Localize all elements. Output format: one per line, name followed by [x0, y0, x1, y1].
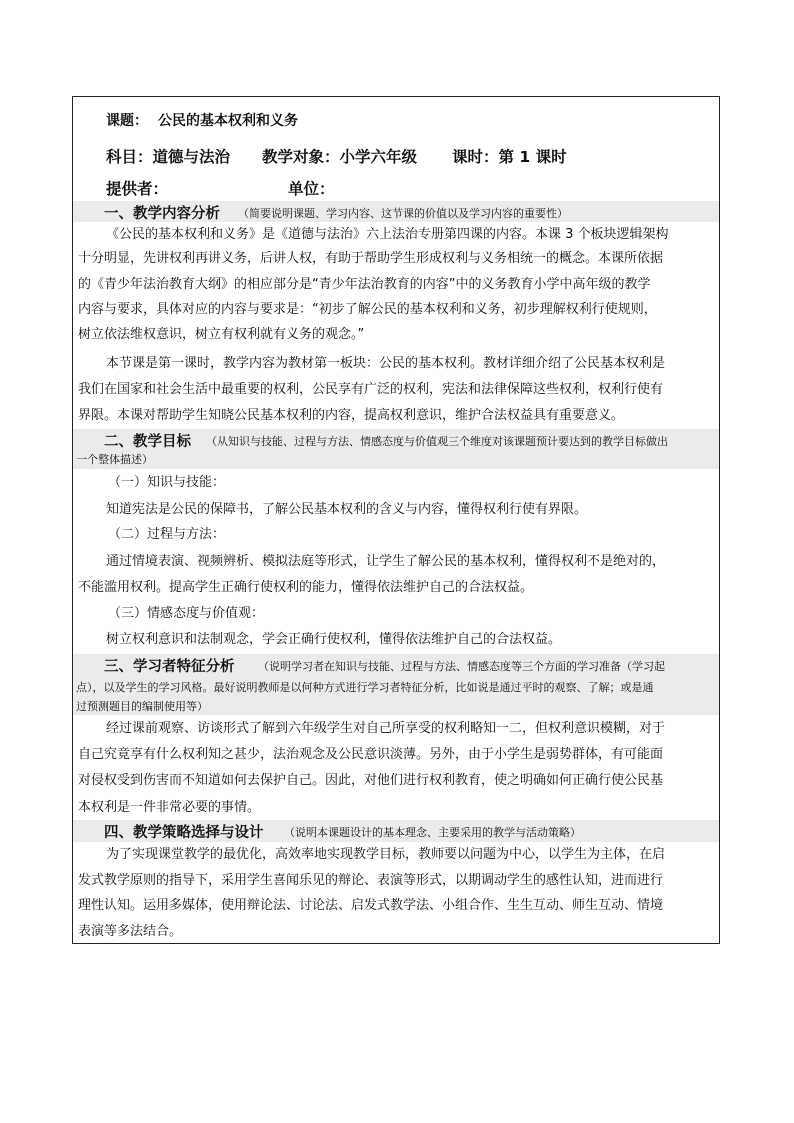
section-2-note-cont: 一个整体描述） — [76, 453, 153, 466]
s1-paragraph-line: 的《青少年法治教育大纲》的相应部分是“青少年法治教育的内容”中的义务教育小学中高年级的教学 — [78, 277, 651, 292]
s1-paragraph-line: 树立依法维权意识，树立有权利就有义务的观念。” — [78, 327, 365, 342]
unit-field: 单位： — [288, 180, 335, 198]
topic-value: 公民的基本权利和义务 — [158, 113, 298, 129]
s2-subheading-attitude: （三）情感态度与价值观： — [108, 606, 265, 621]
s1-paragraph-line: 十分明显，先讲权利再讲义务，后讲人权，有助于帮助学生形成权利与义务相统一的概念。本课所依据 — [78, 251, 664, 266]
s3-paragraph-line: 自己究竟享有什么权利知之甚少，法治观念及公民意识淡薄。另外，由于小学生是弱势群体，有可能面 — [78, 747, 664, 762]
section-2-note: （从知识与技能、过程与方法、情感态度与价值观三个维度对该课题预计要达到的教学目标做出 — [206, 435, 668, 448]
audience-field: 教学对象：小学六年级 — [262, 148, 418, 166]
s2-subheading-knowledge: （一）知识与技能： — [108, 475, 226, 490]
section-1-note: （简要说明课题、学习内容、这节课的价值以及学习内容的重要性） — [238, 207, 568, 220]
topic-label: 课题： — [106, 113, 148, 129]
s4-paragraph-line: 为了实现课堂教学的最优化，高效率地实现教学目标，教师要以问题为中心，以学生为主体，在启 — [106, 847, 666, 862]
s4-paragraph-line: 发式教学原则的指导下，采用学生喜闻乐见的辩论、表演等形式，以期调动学生的感性认知，进而进行 — [78, 873, 664, 888]
section-3-note-cont: 点），以及学生的学习风格。最好说明教师是以何种方式进行学习者特征分析，比如说是通过平时的观察、了解；或是通 — [76, 681, 654, 694]
s1-paragraph-line: 《公民的基本权利和义务》是《道德与法治》六上法治专册第四课的内容。本课 3 个板块逻辑架构 — [106, 227, 669, 242]
s1-paragraph-line: 界限。本课对帮助学生知晓公民基本权利的内容，提高权利意识，维护合法权益具有重要意义。 — [78, 408, 625, 423]
period-field: 课时：第 1 课时 — [452, 148, 567, 166]
section-2-title: 二、教学目标 — [104, 434, 191, 450]
s4-paragraph-line: 理性认知。运用多媒体，使用辩论法、讨论法、启发式教学法、小组合作、生生互动、师生互动、情境 — [78, 898, 664, 913]
section-4-note: （说明本课题设计的基本理念、主要采用的教学与活动策略） — [284, 826, 581, 839]
section-3-note: （说明学习者在知识与技能、过程与方法、情感态度等三个方面的学习准备（学习起 — [258, 660, 665, 673]
section-3-title: 三、学习者特征分析 — [104, 659, 235, 675]
s2-text-line: 知道宪法是公民的保障书，了解公民基本权利的含义与内容，懂得权利行使有界限。 — [106, 502, 588, 517]
subject-field: 科目：道德与法治 — [106, 148, 231, 166]
s3-paragraph-line: 经过课前观察、访谈形式了解到六年级学生对自己所享受的权利略知一二，但权利意识模糊，对于 — [106, 721, 666, 736]
s3-paragraph-line: 对侵权受到伤害而不知道如何去保护自己。因此，对他们进行权利教育，使之明确如何正确行使公民基 — [78, 773, 664, 788]
s1-paragraph-line: 内容与要求，具体对应的内容与要求是：“初步了解公民的基本权利和义务，初步理解权利行使规则， — [78, 302, 657, 317]
s2-text-line: 不能滥用权利。提高学生正确行使权利的能力，懂得依法维护自己的合法权益。 — [78, 580, 534, 595]
s2-text-line: 通过情境表演、视频辨析、模拟法庭等形式，让学生了解公民的基本权利，懂得权利不是绝对的， — [106, 554, 666, 569]
s1-paragraph-line: 本节课是第一课时，教学内容为教材第一板块：公民的基本权利。教材详细介绍了公民基本权利是 — [106, 356, 666, 371]
section-4-title: 四、教学策略选择与设计 — [104, 825, 264, 841]
s3-paragraph-line: 本权利是一件非常必要的事情。 — [78, 800, 261, 815]
s2-text-line: 树立权利意识和法制观念，学会正确行使权利，懂得依法维护自己的合法权益。 — [106, 632, 562, 647]
s2-subheading-process: （二）过程与方法： — [108, 527, 226, 542]
section-3-note-cont: 过预测题目的编制使用等） — [76, 700, 208, 713]
s1-paragraph-line: 我们在国家和社会生活中最重要的权利，公民享有广泛的权利，宪法和法律保障这些权利，权利行使有 — [78, 382, 664, 397]
s4-paragraph-line: 表演等多法结合。 — [78, 924, 183, 939]
section-1-title: 一、教学内容分析 — [104, 206, 220, 222]
provider-field: 提供者： — [106, 180, 169, 198]
